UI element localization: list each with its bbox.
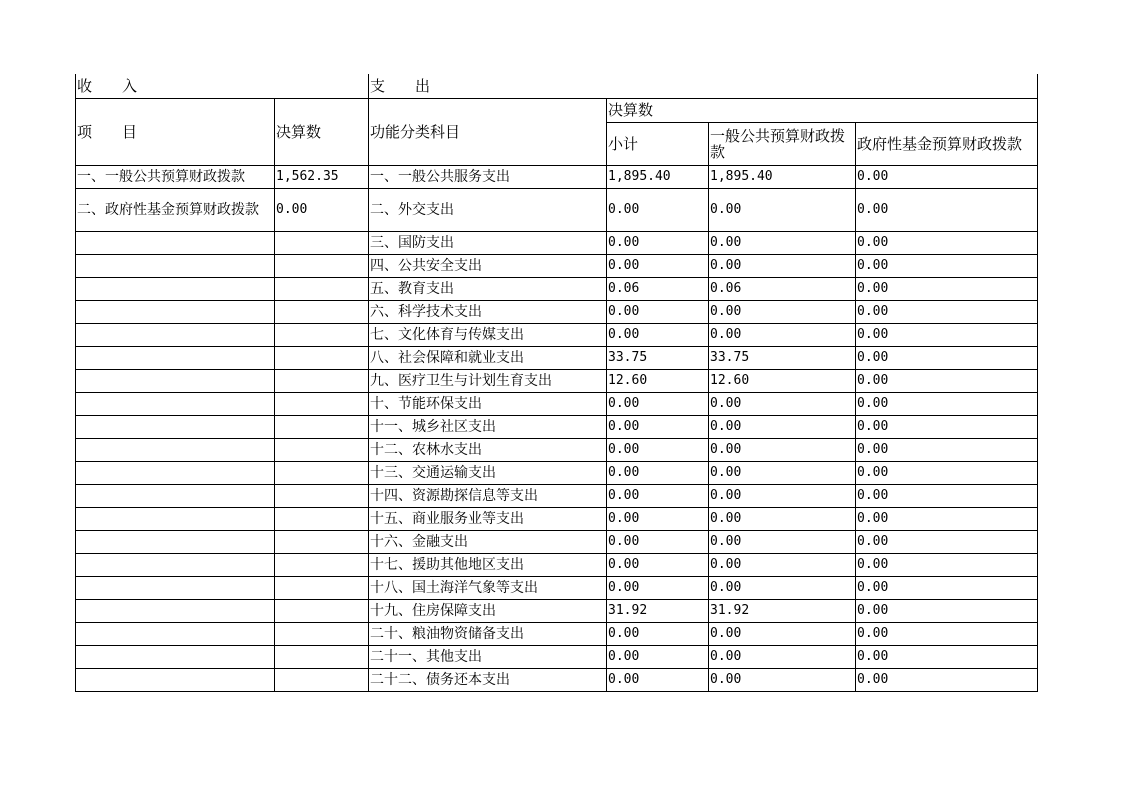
expense-fund-cell: 0.00: [856, 300, 1038, 323]
income-amount-cell: [275, 599, 369, 622]
expense-general-cell: 31.92: [709, 599, 856, 622]
expense-fund-cell: 0.00: [856, 645, 1038, 668]
table-row: [76, 392, 1038, 415]
expense-subtotal-cell: 0.00: [607, 484, 709, 507]
expense-subtotal-cell: 0.00: [607, 668, 709, 691]
expense-subtotal-cell: 0.00: [607, 323, 709, 346]
expense-subtotal-cell: 0.00: [607, 507, 709, 530]
expense-item-cell: 二十二、债务还本支出: [369, 668, 607, 691]
expense-general-cell: 0.00: [709, 507, 856, 530]
table-row: [76, 530, 1038, 553]
expense-general-cell: 0.06: [709, 277, 856, 300]
expense-general-cell: 0.00: [709, 323, 856, 346]
income-item-cell: [76, 645, 275, 668]
expense-general-cell: 1,895.40: [709, 165, 856, 188]
table-row: [76, 346, 1038, 369]
expense-general-cell: 0.00: [709, 254, 856, 277]
expense-general-cell: 0.00: [709, 300, 856, 323]
expense-subtotal-cell: 0.00: [607, 530, 709, 553]
income-item-cell: [76, 415, 275, 438]
income-amount-cell: [275, 346, 369, 369]
expense-subtotal-cell: 0.06: [607, 277, 709, 300]
income-amount-cell: [275, 438, 369, 461]
income-amount-cell: [275, 415, 369, 438]
income-amount-cell: [275, 300, 369, 323]
expense-fund-cell: 0.00: [856, 415, 1038, 438]
income-item-cell: [76, 254, 275, 277]
income-item-cell: [76, 369, 275, 392]
expense-item-cell: 十一、城乡社区支出: [369, 415, 607, 438]
income-amount-cell: [275, 392, 369, 415]
income-amount-cell: 1,562.35: [275, 165, 369, 188]
expense-general-cell: 0.00: [709, 576, 856, 599]
expense-item-cell: 四、公共安全支出: [369, 254, 607, 277]
income-amount-cell: [275, 622, 369, 645]
expense-subtotal-cell: 0.00: [607, 231, 709, 254]
income-item-cell: [76, 484, 275, 507]
expense-item-cell: 一、一般公共服务支出: [369, 165, 607, 188]
expense-item-cell: 十二、农林水支出: [369, 438, 607, 461]
expense-subtotal-cell: 0.00: [607, 254, 709, 277]
income-item-cell: [76, 461, 275, 484]
expense-fund-cell: 0.00: [856, 530, 1038, 553]
expense-general-cell: 0.00: [709, 530, 856, 553]
expense-fund-cell: 0.00: [856, 507, 1038, 530]
expense-general-cell: 33.75: [709, 346, 856, 369]
expense-item-cell: 二十、粮油物资储备支出: [369, 622, 607, 645]
header-row-1: [76, 74, 1038, 98]
income-amount-cell: [275, 254, 369, 277]
expense-header: 支 出: [369, 74, 1038, 98]
expense-item-cell: 十五、商业服务业等支出: [369, 507, 607, 530]
income-amount-cell: [275, 323, 369, 346]
table-row: [76, 188, 1038, 231]
table-row: [76, 254, 1038, 277]
expense-subtotal-cell: 0.00: [607, 461, 709, 484]
expense-fund-cell: 0.00: [856, 484, 1038, 507]
income-item-cell: [76, 300, 275, 323]
gov-fund-header: 政府性基金预算财政拨款: [856, 122, 1038, 165]
expense-general-cell: 0.00: [709, 438, 856, 461]
income-item-cell: [76, 392, 275, 415]
income-item-cell: [76, 438, 275, 461]
expense-amount-header: 决算数: [607, 98, 1038, 122]
expense-subtotal-cell: 0.00: [607, 300, 709, 323]
expense-subtotal-cell: 33.75: [607, 346, 709, 369]
header-row-2: [76, 98, 1038, 122]
subtotal-header: 小计: [607, 122, 709, 165]
expense-subtotal-cell: 31.92: [607, 599, 709, 622]
expense-item-cell: 六、科学技术支出: [369, 300, 607, 323]
expense-fund-cell: 0.00: [856, 599, 1038, 622]
income-amount-cell: [275, 668, 369, 691]
expense-subtotal-cell: 0.00: [607, 188, 709, 231]
expense-general-cell: 0.00: [709, 415, 856, 438]
expense-fund-cell: 0.00: [856, 622, 1038, 645]
expense-fund-cell: 0.00: [856, 553, 1038, 576]
expense-general-cell: 0.00: [709, 484, 856, 507]
expense-fund-cell: 0.00: [856, 165, 1038, 188]
income-item-cell: [76, 231, 275, 254]
expense-item-cell: 十七、援助其他地区支出: [369, 553, 607, 576]
table-row: [76, 484, 1038, 507]
expense-general-cell: 0.00: [709, 645, 856, 668]
table-row: [76, 622, 1038, 645]
table-row: [76, 438, 1038, 461]
function-header: 功能分类科目: [369, 98, 607, 165]
income-item-cell: [76, 553, 275, 576]
expense-item-cell: 二、外交支出: [369, 188, 607, 231]
expense-subtotal-cell: 0.00: [607, 645, 709, 668]
expense-fund-cell: 0.00: [856, 277, 1038, 300]
expense-subtotal-cell: 0.00: [607, 622, 709, 645]
income-item-cell: [76, 668, 275, 691]
income-amount-cell: [275, 461, 369, 484]
expense-item-cell: 十六、金融支出: [369, 530, 607, 553]
table-row: [76, 645, 1038, 668]
expense-fund-cell: 0.00: [856, 576, 1038, 599]
expense-fund-cell: 0.00: [856, 254, 1038, 277]
income-amount-cell: [275, 553, 369, 576]
income-item-cell: 二、政府性基金预算财政拨款: [76, 188, 275, 231]
expense-general-cell: 12.60: [709, 369, 856, 392]
income-amount-cell: [275, 576, 369, 599]
expense-subtotal-cell: 0.00: [607, 415, 709, 438]
income-amount-cell: [275, 645, 369, 668]
income-item-cell: [76, 576, 275, 599]
expense-item-cell: 七、文化体育与传媒支出: [369, 323, 607, 346]
income-item-cell: [76, 599, 275, 622]
table-row: [76, 415, 1038, 438]
expense-item-cell: 十九、住房保障支出: [369, 599, 607, 622]
expense-fund-cell: 0.00: [856, 188, 1038, 231]
income-amount-cell: [275, 369, 369, 392]
expense-subtotal-cell: 0.00: [607, 392, 709, 415]
expense-general-cell: 0.00: [709, 622, 856, 645]
expense-item-cell: 三、国防支出: [369, 231, 607, 254]
item-header: 项 目: [76, 98, 275, 165]
expense-subtotal-cell: 0.00: [607, 438, 709, 461]
table-row: [76, 461, 1038, 484]
income-amount-cell: [275, 231, 369, 254]
general-budget-header: 一般公共预算财政拨款: [709, 122, 856, 165]
expense-item-cell: 八、社会保障和就业支出: [369, 346, 607, 369]
table-row: [76, 277, 1038, 300]
expense-fund-cell: 0.00: [856, 346, 1038, 369]
expense-general-cell: 0.00: [709, 668, 856, 691]
expense-item-cell: 十、节能环保支出: [369, 392, 607, 415]
table-row: [76, 599, 1038, 622]
table-row: [76, 553, 1038, 576]
expense-subtotal-cell: 0.00: [607, 553, 709, 576]
income-amount-cell: [275, 507, 369, 530]
income-item-cell: 一、一般公共预算财政拨款: [76, 165, 275, 188]
expense-fund-cell: 0.00: [856, 392, 1038, 415]
expense-item-cell: 二十一、其他支出: [369, 645, 607, 668]
income-amount-cell: [275, 277, 369, 300]
income-amount-cell: [275, 484, 369, 507]
expense-fund-cell: 0.00: [856, 231, 1038, 254]
income-item-cell: [76, 346, 275, 369]
table-row: [76, 576, 1038, 599]
table-row: [76, 323, 1038, 346]
table-row: [76, 668, 1038, 691]
table-row: [76, 165, 1038, 188]
expense-general-cell: 0.00: [709, 231, 856, 254]
amount-header: 决算数: [275, 98, 369, 165]
income-amount-cell: [275, 530, 369, 553]
expense-subtotal-cell: 1,895.40: [607, 165, 709, 188]
expense-subtotal-cell: 12.60: [607, 369, 709, 392]
expense-fund-cell: 0.00: [856, 369, 1038, 392]
expense-general-cell: 0.00: [709, 461, 856, 484]
expense-item-cell: 十三、交通运输支出: [369, 461, 607, 484]
expense-fund-cell: 0.00: [856, 461, 1038, 484]
expense-item-cell: 五、教育支出: [369, 277, 607, 300]
expense-general-cell: 0.00: [709, 188, 856, 231]
expense-subtotal-cell: 0.00: [607, 576, 709, 599]
budget-table: [75, 74, 1038, 692]
expense-fund-cell: 0.00: [856, 323, 1038, 346]
income-item-cell: [76, 622, 275, 645]
table-row: [76, 300, 1038, 323]
income-header: 收 入: [76, 74, 369, 98]
table-row: [76, 507, 1038, 530]
income-item-cell: [76, 507, 275, 530]
table-row: [76, 369, 1038, 392]
income-item-cell: [76, 277, 275, 300]
income-item-cell: [76, 530, 275, 553]
income-amount-cell: 0.00: [275, 188, 369, 231]
table-row: [76, 231, 1038, 254]
expense-item-cell: 十四、资源勘探信息等支出: [369, 484, 607, 507]
expense-general-cell: 0.00: [709, 392, 856, 415]
expense-fund-cell: 0.00: [856, 668, 1038, 691]
expense-general-cell: 0.00: [709, 553, 856, 576]
income-item-cell: [76, 323, 275, 346]
expense-item-cell: 十八、国土海洋气象等支出: [369, 576, 607, 599]
expense-fund-cell: 0.00: [856, 438, 1038, 461]
expense-item-cell: 九、医疗卫生与计划生育支出: [369, 369, 607, 392]
